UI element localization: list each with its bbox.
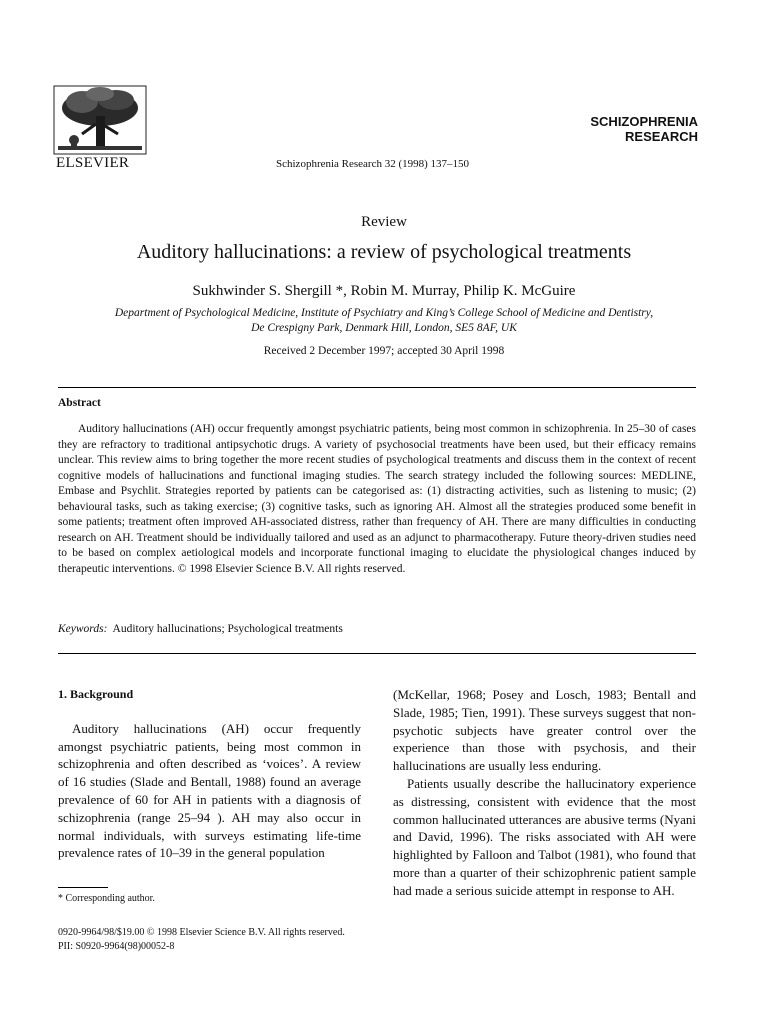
issn-line: 0920-9964/98/$19.00 © 1998 Elsevier Science B.V. All rights reserved. xyxy=(58,927,345,938)
received-dates: Received 2 December 1997; accepted 30 April 1998 xyxy=(263,345,505,357)
pii-line: PII: S0920-9964(98)00052-8 xyxy=(58,941,175,952)
article-authors: Sukhwinder S. Shergill *, Robin M. Murray, Philip K. McGuire xyxy=(192,283,576,299)
affiliation-line2: De Crespigny Park, Denmark Hill, London, SE5 8AF, UK xyxy=(251,322,517,334)
affiliation-line1: Department of Psychological Medicine, Institute of Psychiatry and King’s College School of Medicine and Dentistry, xyxy=(114,307,654,319)
journal-citation: Schizophrenia Research 32 (1998) 137–150 xyxy=(276,158,470,170)
tree-icon xyxy=(52,84,148,156)
corresponding-author-footnote: * Corresponding author. xyxy=(58,893,155,904)
body-paragraph: Auditory hallucinations (AH) occur frequently amongst psychiatric patients, being most common in schizophrenia and often described as ‘voices’. A review of 16 studies (Slade and Bentall, 1988) found an average prevalence of 60 for AH in patients with a diagnosis of schizophrenia (range 25–94 ). AH may also occur in normal individuals, with surveys estimating life-time prevalence rates of 10–39 in the general population xyxy=(58,720,361,861)
keywords-label: Keywords: xyxy=(58,623,108,635)
abstract-text: Auditory hallucinations (AH) occur frequently amongst psychiatric patients, being most common in schizophrenia. In 25–30 of cases they are refractory to traditional antipsychotic drugs. A variety of psychosocial treatments have been used, but their efficacy remains unclear. This review aims to bring together the more recent studies of psychological treatments and discuss them in the context of recent cognitive models of hallucinations and functional imaging studies. The search strategy included the following sources: MEDLINE, Embase and Psychlit. Strategies reported by patients can be categorised as: (1) distracting activities, such as listening to music; (2) behavioural tasks, such as taking exercise; (3) cognitive tasks, such as ignoring AH. Almost all the strategies produced some benefit in some patients; treatment often improved AH-associated distress, rather than frequency of AH. There are many difficulties in conducting research on AH. Treatment should be individually tailored and used as an adjunct to pharmacotherapy. Future theory-driven studies need to be based on complex aetiological models and incorporate functional imaging to elucidate the physiological changes induced by therapeutic interventions. © 1998 Elsevier Science B.V. All rights reserved. xyxy=(58,423,696,575)
right-column xyxy=(393,686,696,900)
author-affiliation xyxy=(40,306,728,336)
footnote-rule xyxy=(58,887,108,888)
left-column xyxy=(58,686,361,862)
body-paragraph: Patients usually describe the hallucinatory experience as distressing, consistent with evidence that the most common hallucinated utterances are abusive terms (Nyani and David, 1996). The risks associated with AH were highlighted by Falloon and Talbot (1981), who found that more than a quarter of their schizophrenic patient sample had made a serious suicide attempt in response to AH. xyxy=(393,775,696,898)
abstract-top-rule xyxy=(58,387,696,388)
body-paragraph: (McKellar, 1968; Posey and Losch, 1983; Bentall and Slade, 1985; Tien, 1991). These surveys suggest that non-psychotic subjects have greater control over the experience than those with psychosis, and their hallucinations are usually less enduring. xyxy=(393,687,696,774)
article-type: Review xyxy=(361,214,407,230)
journal-name xyxy=(590,114,698,144)
abstract-bottom-rule xyxy=(58,653,696,654)
keywords-list: Auditory hallucinations; Psychological treatments xyxy=(112,623,343,635)
journal-name-line2: RESEARCH xyxy=(625,129,698,144)
publisher-name: ELSEVIER xyxy=(56,155,130,171)
keywords xyxy=(58,623,343,635)
journal-name-line1: SCHIZOPHRENIA xyxy=(590,114,698,129)
section-heading: 1. Background xyxy=(58,687,134,701)
abstract-heading: Abstract xyxy=(58,397,101,409)
article-title: Auditory hallucinations: a review of psychological treatments xyxy=(136,241,632,263)
copyright-block xyxy=(58,926,345,954)
